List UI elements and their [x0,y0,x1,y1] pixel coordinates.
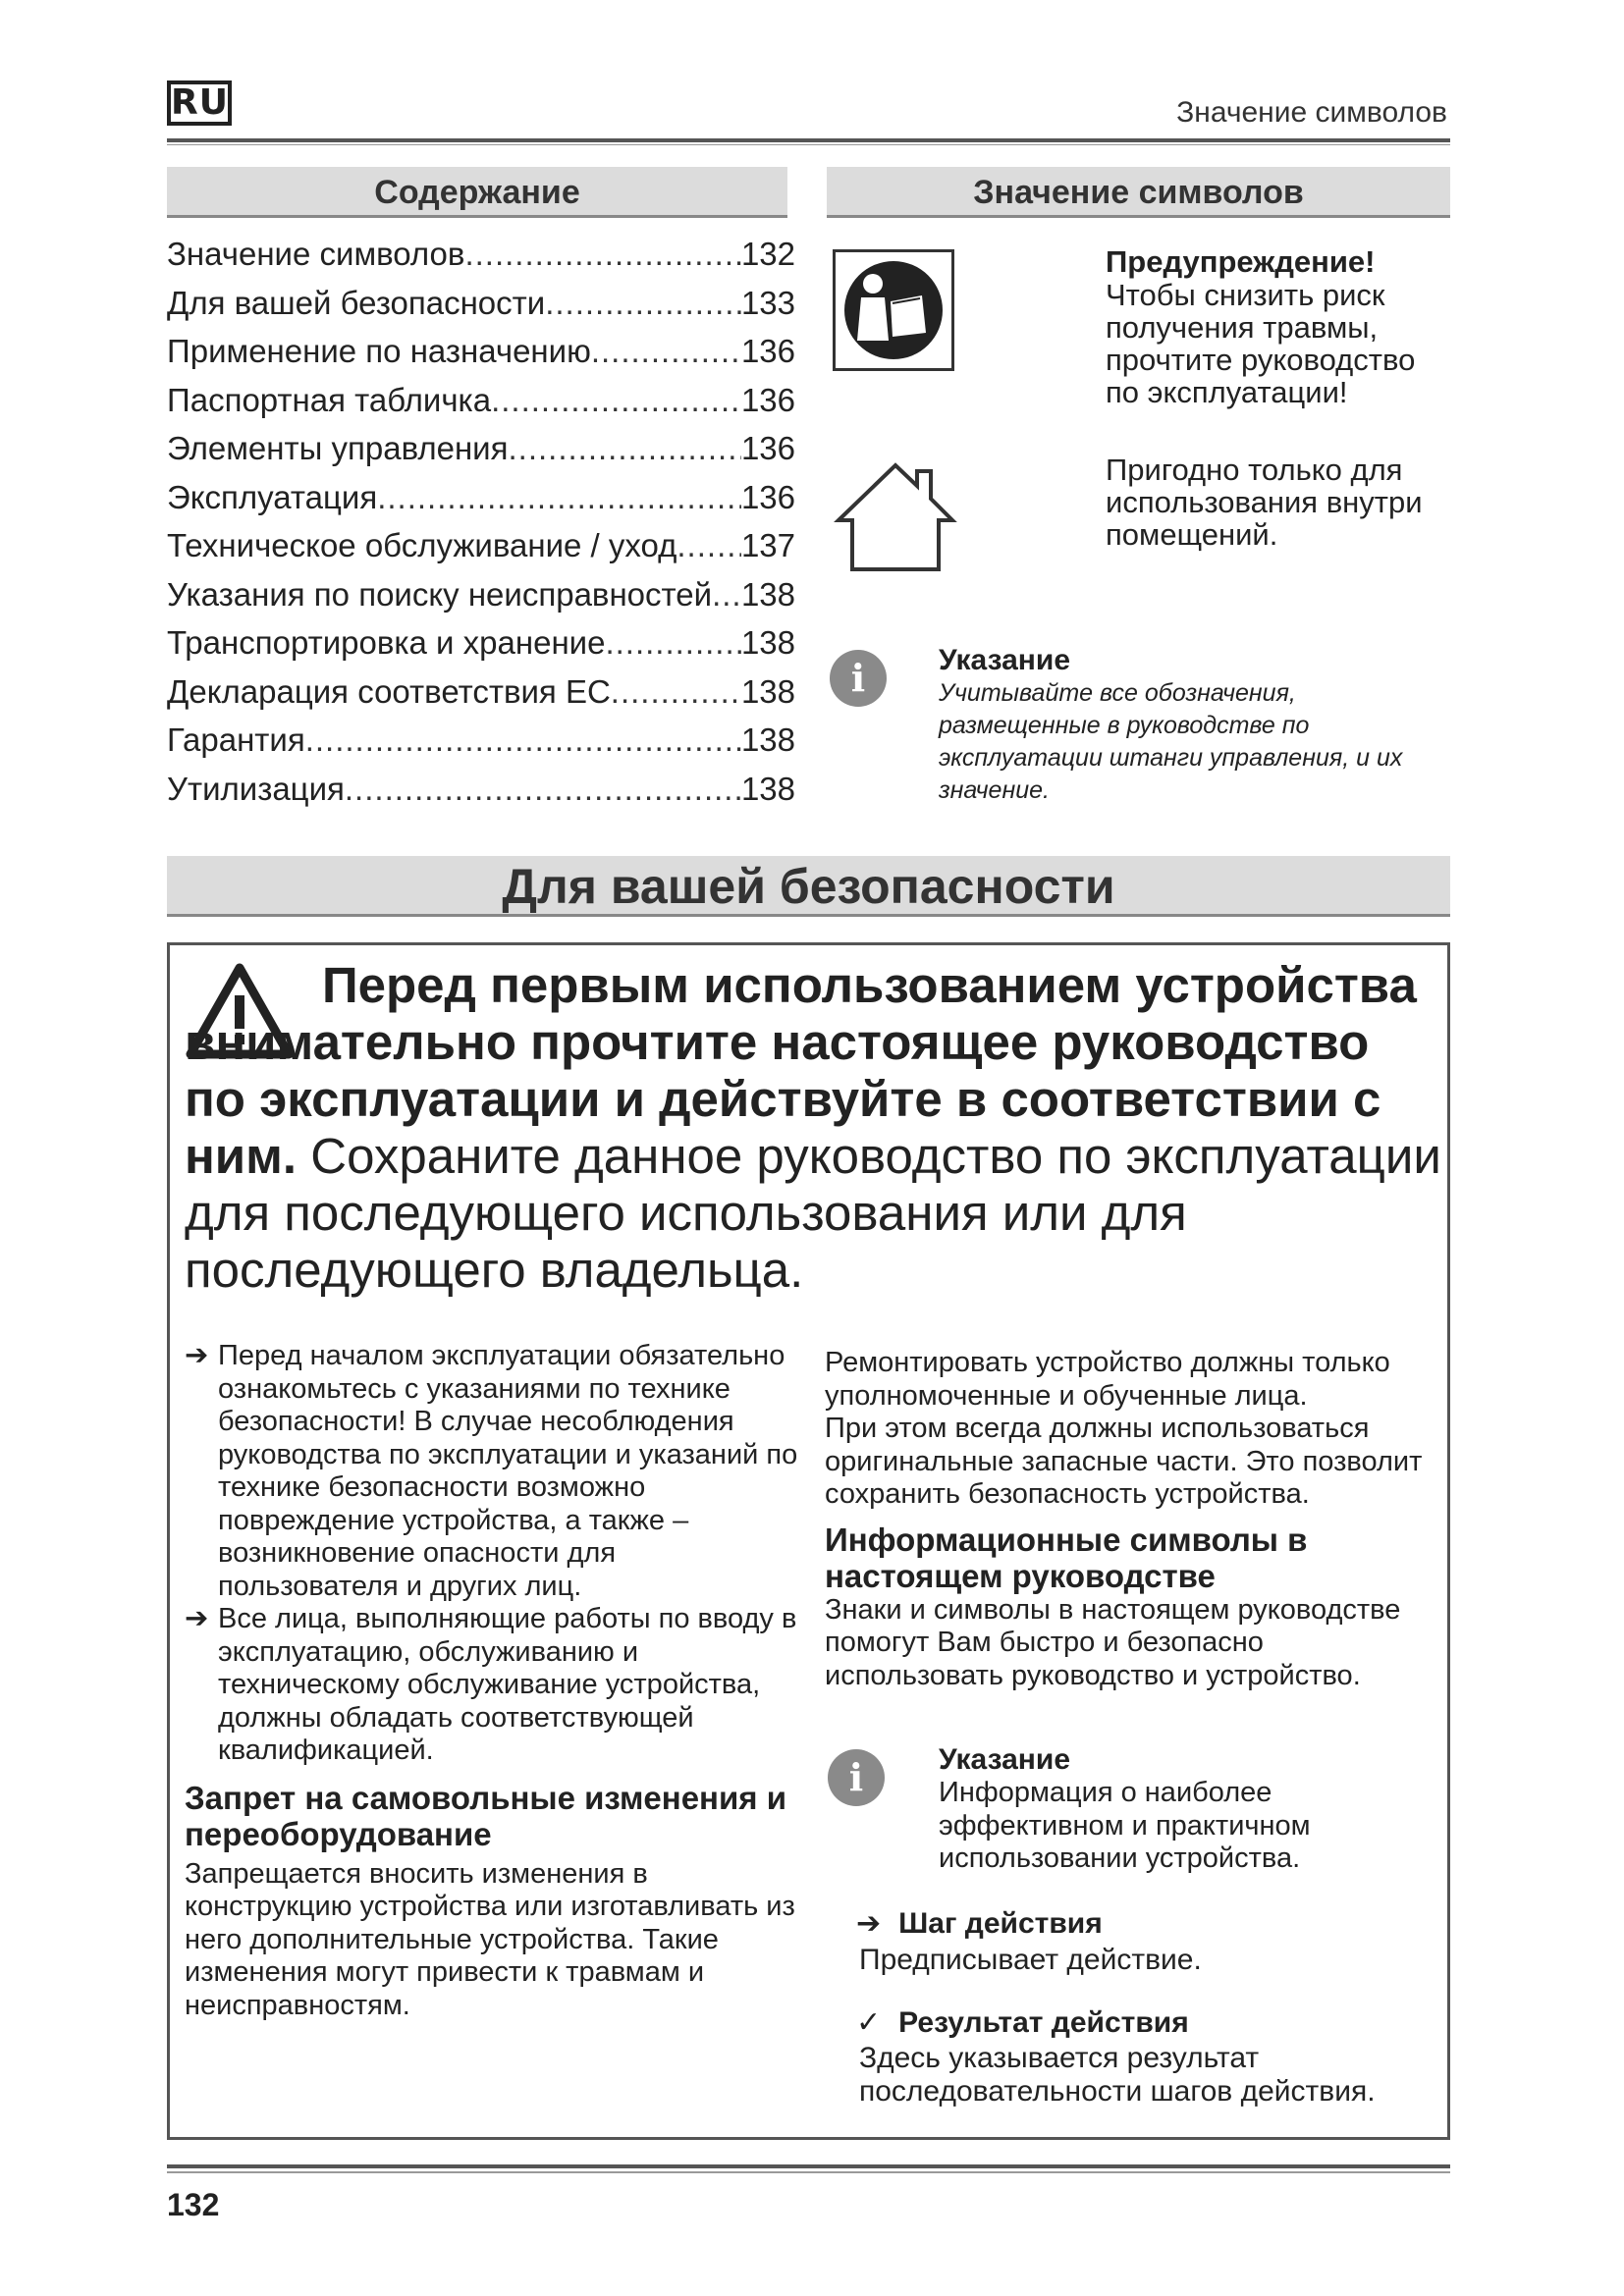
toc-item-title: Утилизация [167,770,345,807]
toc-dot-leader [508,430,740,467]
list-item [185,1603,803,1768]
running-header: Значение символов [1176,96,1447,129]
toc-item-page: 138 [740,672,795,710]
info-symbols-text: Знаки и символы в настоящем руководстве помогут Вам быстро и безопасно использовать руководство и устройство. [825,1593,1401,1691]
toc-item-title: Декларация соответствия ЕС [167,672,611,710]
safety-left-column [185,1340,803,2022]
symbols-title: Значение символов [827,167,1450,218]
toc-item-page: 136 [740,478,795,515]
table-of-contents [167,236,795,819]
toc-item-page: 136 [740,430,795,466]
safety-intro-rest: Сохраните данное руководство по эксплуатации для последующего использования или для последующего владельца. [185,1128,1441,1298]
toc-item [167,430,795,479]
toc-dot-leader [677,527,741,564]
toc-item-title: Гарантия [167,721,305,758]
header-rule-thin [167,144,1450,145]
toc-dot-leader [491,382,741,419]
language-badge: RU [167,80,232,126]
toc-item-title: Транспортировка и хранение [167,624,606,661]
arrow-icon: ➔ [185,1603,209,1634]
check-icon: ✓ [856,2006,882,2039]
result-heading [856,2005,1189,2040]
note-text: Информация о наиболее эффективном и практичном использовании устройства. [939,1777,1311,1874]
toc-dot-leader [591,333,741,370]
toc-item-page: 137 [740,527,795,563]
safety-right-column [825,1347,1441,1692]
header-rule [167,138,1450,142]
page-number: 132 [167,2187,220,2222]
footer-rule [167,2164,1450,2168]
toc-item [167,527,795,576]
toc-item-title: Для вашей безопасности [167,284,546,321]
note-heading: Указание [939,1743,1071,1776]
warning-text: Чтобы снизить риск получения травмы, прочтите руководство по эксплуатации! [1106,278,1416,409]
toc-item [167,721,795,771]
toc-item-title: Элементы управления [167,430,509,466]
toc-item-page: 136 [740,333,795,369]
note-text: Учитывайте все обозначения, размещенные в руководстве по эксплуатации штанги управления, и их значение. [939,679,1403,804]
safety-intro [185,957,1441,1299]
toc-item-title: Эксплуатация [167,478,378,515]
result-heading-label: Результат действия [898,2006,1189,2039]
toc-item-page: 136 [740,381,795,418]
toc-item [167,236,795,285]
arrow-icon: ➔ [856,1907,882,1940]
result-text: Здесь указывается результат последовательности шагов действия. [859,2042,1376,2108]
toc-item [167,285,795,334]
step-heading-label: Шаг действия [898,1907,1103,1940]
info-icon: i [828,1749,885,1806]
toc-item-title: Применение по назначению [167,333,591,369]
toc-dot-leader [545,285,741,322]
ban-text: Запрещается вносить изменения в конструкцию устройства или изготавливать из него дополнительные устройства. Такие изменения могут привести к травмам и неисправностям. [185,1857,795,2021]
toc-item-title: Паспортная табличка [167,381,492,418]
toc-item-page: 132 [740,236,795,272]
indoor-use-text: Пригодно только для использования внутри помещений. [1106,453,1423,552]
note-heading: Указание [939,644,1071,676]
toc-dot-leader [345,771,741,808]
footer-rule-thin [167,2171,1450,2173]
step-heading [856,1906,1103,1941]
safety-intro-bold: Перед первым использованием устройства внимательно прочтите настоящее руководство по эксплуатации и действуйте в соответствии с ним. [185,957,1417,1184]
safety-title: Для вашей безопасности [167,856,1450,917]
toc-item-page: 133 [740,284,795,321]
ban-heading: Запрет на самовольные изменения и переоборудование [185,1779,786,1852]
warning-heading: Предупреждение! [1106,244,1376,279]
toc-item-page: 138 [740,770,795,807]
toc-dot-leader [464,236,741,273]
toc-item [167,333,795,382]
toc-item [167,576,795,625]
bullet-text: Все лица, выполняющие работы по вводу в эксплуатацию, обслуживанию и техническому обслуживание устройства, должны обладать соответствующей квалификацией. [218,1603,797,1766]
toc-item [167,382,795,431]
toc-item-title: Указания по поиску неисправностей [167,575,713,613]
toc-item-page: 138 [740,575,795,613]
toc-item [167,771,795,820]
toc-title: Содержание [167,167,787,218]
bullet-text: Перед началом эксплуатации обязательно ознакомьтесь с указаниями по технике безопасности! В случае несоблюдения руководства по эксплуатации и указаний по технике безопасности возможно повреждение устройства, а также – возникновение опасности для пользователя и других лиц. [218,1340,798,1602]
arrow-icon: ➔ [185,1340,209,1371]
toc-item [167,673,795,722]
step-text: Предписывает действие. [859,1944,1202,1976]
toc-item-page: 138 [740,721,795,758]
toc-dot-leader [305,721,741,759]
toc-dot-leader [611,673,741,711]
repair-text: Ремонтировать устройство должны только уполномоченные и обученные лица. [825,1347,1390,1412]
toc-dot-leader [605,624,740,662]
toc-dot-leader [377,479,741,516]
toc-dot-leader [712,576,741,614]
read-manual-icon [833,249,954,371]
toc-item [167,479,795,528]
list-item [185,1340,803,1603]
toc-item-title: Техническое обслуживание / уход [167,527,677,563]
toc-item-page: 138 [740,624,795,661]
info-symbols-heading: Информационные символы в настоящем руководстве [825,1521,1308,1594]
spare-parts-text: При этом всегда должны использоваться оригинальные запасные части. Это позволит сохранить безопасность устройства. [825,1413,1423,1510]
house-icon [833,459,958,575]
info-icon: i [830,650,887,707]
toc-item-title: Значение символов [167,236,465,272]
toc-item [167,624,795,673]
